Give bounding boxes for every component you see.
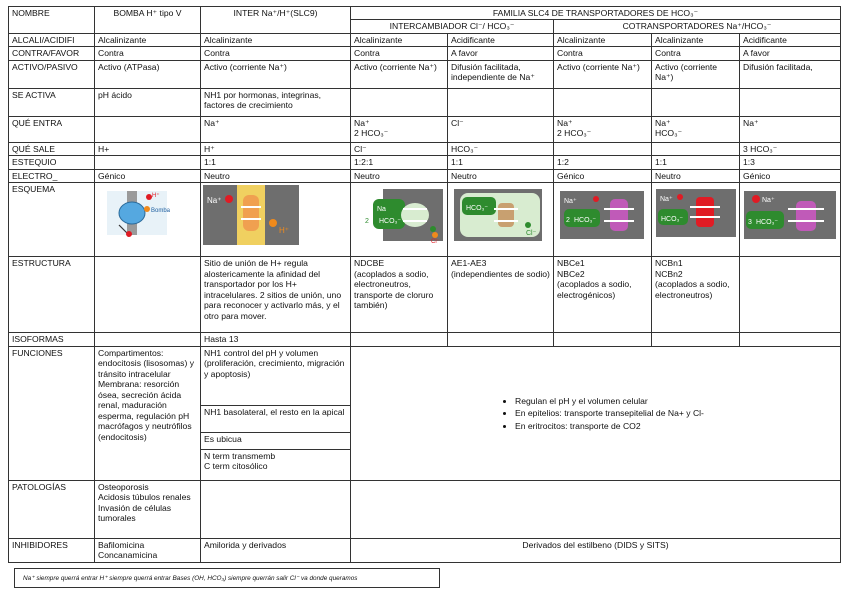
cell-c1: NDCBE (acoplados a sodio, electroneutros, transporte de cloruro también)	[351, 257, 448, 333]
list-item: • En eritrocitos: transporte de CO2	[515, 421, 837, 431]
cell-c4: Neutro	[652, 169, 740, 182]
c1-diagram	[353, 185, 445, 245]
cell-c3: 1:2	[554, 156, 652, 169]
schematic-bomba	[95, 183, 201, 257]
cell-c2: AE1-AE3 (independientes de sodio)	[448, 257, 554, 333]
header-nombre: NOMBRE	[9, 7, 95, 34]
row-isoformas	[9, 333, 841, 346]
row-contra	[9, 47, 841, 60]
row-label: QUÉ ENTRA	[9, 116, 95, 142]
list-item: • Regulan el pH y el volumen celular	[515, 396, 837, 406]
c3-ion2: HCO₃⁻	[574, 217, 597, 225]
cell-c4: 1:1	[652, 156, 740, 169]
c3-count: 2	[566, 217, 570, 225]
c3-ion1: Na⁺	[564, 198, 577, 206]
cell-bomba: Compartimentos: endocitosis (lisosomas) y tránsito intracelular Membrana: resorción ósea, secreción ácida renal, maduración esperma, regulación pH macrófagos y neutrófilos (endocitosis)	[95, 346, 201, 480]
cell-c1: Contra	[351, 47, 448, 60]
cell-inter: NH1 por hormonas, integrinas, factores de crecimiento	[201, 88, 351, 116]
c5-diagram	[742, 185, 838, 245]
cell-c2: Difusión facilitada, independiente de Na⁺	[448, 60, 554, 88]
row-label: ESTEQUIO	[9, 156, 95, 169]
cell-c3: Na⁺ 2 HCO₃⁻	[554, 116, 652, 142]
schematic-c1	[351, 183, 448, 257]
row-label: PATOLOGÍAS	[9, 480, 95, 538]
cell-c1: Alcalinizante	[351, 33, 448, 46]
cell-c1: 1:2:1	[351, 156, 448, 169]
cell-c4: Contra	[652, 47, 740, 60]
cell-slc4-funciones	[351, 346, 841, 480]
c1-ion2: HCO₃⁻	[379, 218, 402, 226]
c3-diagram	[556, 185, 648, 245]
schematic-c2	[448, 183, 554, 257]
cell-inter: Na⁺	[201, 116, 351, 142]
cell-c3: NBCe1 NBCe2 (acoplados a sodio, electrogénicos)	[554, 257, 652, 333]
cell-c3: Alcalinizante	[554, 33, 652, 46]
row-label: ESQUEMA	[9, 183, 95, 257]
cell-inter: 1:1	[201, 156, 351, 169]
cell-c5: 3 HCO₃⁻	[740, 142, 841, 155]
inter-func-4: N term transmemb C term citosólico	[201, 449, 350, 473]
c1-ion3: Cl⁻	[431, 239, 440, 246]
c4-diagram	[654, 185, 738, 245]
c5-ion2: HCO₃⁻	[756, 219, 779, 227]
inter-func-1: NH1 control del pH y volumen (proliferación, crecimiento, migración y apoptosis)	[204, 347, 345, 379]
cell-c4: Alcalinizante	[652, 33, 740, 46]
cell-inter: Sitio de unión de H+ regula alostericamente la afinidad del transportador por los H+ intracelulares. 2 sitios de unión, uno para reconocer y activarlo más, y el otro para mover.	[201, 257, 351, 333]
transporters-table	[8, 6, 841, 563]
row-quesale	[9, 142, 841, 155]
cell-inter: Contra	[201, 47, 351, 60]
row-label: QUÉ SALE	[9, 142, 95, 155]
schematic-c3	[554, 183, 652, 257]
row-activo	[9, 60, 841, 88]
c5-count: 3	[748, 219, 752, 227]
row-label: FUNCIONES	[9, 346, 95, 480]
cell-bomba: Osteoporosis Acidosis túbulos renales Invasión de células tumorales	[95, 480, 201, 538]
c1-count: 2	[365, 218, 369, 226]
inter-ion-in: Na⁺	[207, 196, 222, 206]
cell-c3: Contra	[554, 47, 652, 60]
cell-c1: Cl⁻	[351, 142, 448, 155]
cell-c2: Cl⁻	[448, 116, 554, 142]
cell-c1: Neutro	[351, 169, 448, 182]
header-bomba: BOMBA H⁺ tipo V	[95, 7, 201, 34]
cell-c2: A favor	[448, 47, 554, 60]
cell-c5: Acidificante	[740, 33, 841, 46]
row-electro	[9, 169, 841, 182]
cell-c4: NCBn1 NCBn2 (acoplados a sodio, electroneutros)	[652, 257, 740, 333]
cell-bomba: H+	[95, 142, 201, 155]
header-cotransportadores: COTRANSPORTADORES Na⁺/HCO₃⁻	[554, 20, 841, 33]
cell-bomba: Alcalinizante	[95, 33, 201, 46]
cell-c5: Difusión facilitada,	[740, 60, 841, 88]
c2-diagram	[450, 185, 546, 245]
c2-ion2: Cl⁻	[526, 230, 537, 238]
row-patologias	[9, 480, 841, 538]
row-seactiva	[9, 88, 841, 116]
row-label: ACTIVO/PASIVO	[9, 60, 95, 88]
cell-slc4-inhibidores: Derivados del estilbeno (DIDS y SITS)	[351, 538, 841, 562]
row-queentra	[9, 116, 841, 142]
c1-ion1: Na	[377, 206, 386, 214]
cell-c5: Na⁺	[740, 116, 841, 142]
bomba-label: Bomba	[151, 208, 171, 215]
c5-ion1: Na⁺	[762, 197, 775, 205]
row-label: ALCALI/ACIDIFI	[9, 33, 95, 46]
inter-diagram	[203, 185, 299, 245]
cell-c5: Génico	[740, 169, 841, 182]
row-label: ELECTRO_	[9, 169, 95, 182]
schematic-c4	[652, 183, 740, 257]
footnote: Na⁺ siempre querrá entrar H⁺ siempre querrá entrar Bases (OH, HCO₃) siempre querrán salir Cl⁻ va donde queramos	[14, 568, 440, 588]
cell-bomba: Contra	[95, 47, 201, 60]
cell-c1: Na⁺ 2 HCO₃⁻	[351, 116, 448, 142]
cell-c2: Acidificante	[448, 33, 554, 46]
bomba-ion-label: H⁺	[152, 193, 160, 200]
cell-bomba: Génico	[95, 169, 201, 182]
schematic-c5	[740, 183, 841, 257]
row-funciones	[9, 346, 841, 480]
schematic-inter	[201, 183, 351, 257]
cell-c5: A favor	[740, 47, 841, 60]
cell-c2: Neutro	[448, 169, 554, 182]
row-inhibidores	[9, 538, 841, 562]
header-intercambiador: INTERCAMBIADOR Cl⁻/ HCO₃⁻	[351, 20, 554, 33]
cell-inter: Activo (corriente Na⁺)	[201, 60, 351, 88]
cell-inter: Neutro	[201, 169, 351, 182]
cell-bomba: pH ácido	[95, 88, 201, 116]
inter-func-2: NH1 basolateral, el resto en la apical	[201, 405, 350, 432]
funciones-list	[491, 396, 837, 431]
c4-ion2: HCO₃⁻	[661, 216, 684, 224]
row-esquema	[9, 183, 841, 257]
inter-ion-out: H⁺	[279, 226, 289, 236]
header-familia: FAMILIA SLC4 DE TRANSPORTADORES DE HCO₃⁻	[351, 7, 841, 20]
row-label: SE ACTIVA	[9, 88, 95, 116]
header-inter: INTER Na⁺/H⁺(SLC9)	[201, 7, 351, 34]
row-label: CONTRA/FAVOR	[9, 47, 95, 60]
cell-c5: 1:3	[740, 156, 841, 169]
cell-inter: H⁺	[201, 142, 351, 155]
c2-ion1: HCO₃⁻	[466, 205, 489, 213]
cell-bomba: Activo (ATPasa)	[95, 60, 201, 88]
cell-c1: Activo (corriente Na⁺)	[351, 60, 448, 88]
row-label: ESTRUCTURA	[9, 257, 95, 333]
cell-inter: Amilorida y derivados	[201, 538, 351, 562]
cell-inter	[201, 346, 351, 480]
row-alcali	[9, 33, 841, 46]
inter-func-3: Es ubicua	[201, 432, 350, 449]
list-item: • En epitelios: transporte transepitelial de Na+ y Cl-	[515, 408, 837, 418]
row-estequio	[9, 156, 841, 169]
row-estructura	[9, 257, 841, 333]
cell-c4: Na⁺ HCO₃⁻	[652, 116, 740, 142]
cell-c4: Activo (corriente Na⁺)	[652, 60, 740, 88]
cell-bomba: Bafilomicina Concanamicina	[95, 538, 201, 562]
cell-c2: HCO₃⁻	[448, 142, 554, 155]
cell-c3: Génico	[554, 169, 652, 182]
cell-inter: Alcalinizante	[201, 33, 351, 46]
cell-inter: Hasta 13	[201, 333, 351, 346]
cell-c2: 1:1	[448, 156, 554, 169]
row-label: ISOFORMAS	[9, 333, 95, 346]
row-label: INHIBIDORES	[9, 538, 95, 562]
bomba-diagram	[97, 185, 197, 241]
cell-c3: Activo (corriente Na⁺)	[554, 60, 652, 88]
c4-ion1: Na⁺	[660, 196, 673, 204]
